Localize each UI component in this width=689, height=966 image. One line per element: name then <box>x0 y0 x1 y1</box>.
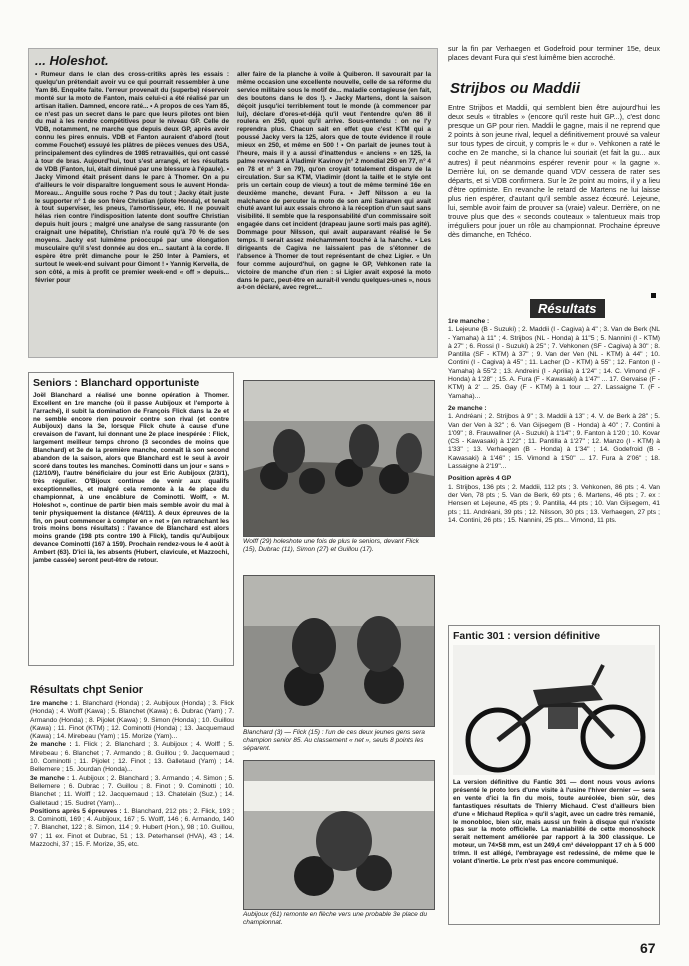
holeshot-col2: aller faire de la planche à voile à Quiberon. Il savourait par la même occasion une excellente nouvelle, celle de sa réforme du service militaire sous le motif de... maladie contagieuse (en fait, des boutons dans le dos !). • Jacky Martens, dont la saison déçoit jusqu'ici terriblement tout le monde (à commencer par lui), déclare d'ores-et-déjà qu'il veut l'entendre qu'en 86 il roulera en 250, quoi qu'il arrive. Sous-entendu : on ne l'y reprendra plus. Chacun sait en effet que c'est KTM qui a poussé Jacky vers la 125, alors que de toute évidence il roule mieux en 250, et même en 500 ! • On parlait de jeunes tout à l'heure, mais il y a aussi d'inattendus « anciens » en 125, la palme revenant à Vladimir Kavinov (n° 2 mondial 250 en 77, n° 4 en 78 et n° 3 en 79), qu'on croyait totalement disparu de la circulation. Sur sa KTM, Vladimir (dont la taille et le style ont pris un certain coup de vieux) a tout de même terminé 16e en deuxième manche, devant Fura. • Jeff Nilsson a eu la malchance de percuter la moto de son ami Sairanen qui avait chuté avant lui aux essais chrono à la réception d'un saut sans visibilité. Il semble que la responsabilité d'un commissaire soit engagée dans cet incident (drapeau jaune sorti mais pas agité). Dommage pour Nilsson, qui avait auparavant réalisé le 5e temps. Il serait assez méchamment touché à la hanche. • Les dirigeants de Cagiva ne laissaient pas de s'étonner de l'absence à Thomer de tout représentant de chez Ligier. « Un four comme aujourd'hui, on gagne le GP, Vehkonen rate la victoire de manche d'un rien : si Ligier avait exposé la moto dans le parc, peut-être en aurait-il vendu quelques-unes », nous a-t-on déclaré, avec regret... <box>237 71 431 292</box>
wolff-photo <box>243 380 435 537</box>
senior-m2: 1. Flick ; 2. Blanchard ; 3. Aubijoux ; 4. Wolff ; 5. Mirebeau ; 6. Blanchet ; 7. Armando ; 8. Guillou ; 9. Jacquemaud ; 10. Cominotti ; 11. Pijolet ; 12. Finot ; 13. Galletaud (Yam) ; 14. Bellemere ; 15. Jourdan (Honda)... <box>30 741 234 774</box>
resultats-pos: 1. Strijbos, 136 pts ; 2. Maddii, 112 pts ; 3. Vehkonen, 86 pts ; 4. Van der Ven, 78 pts ; 5. Van de Berk, 69 pts ; 6. Martens, 46 pts ; 7. ex : Hensen et Lejeune, 45 pts ; 9. Pantilla, 44 pts ; 10. Van Gijsegem, 41 pts ; 11. Andréani, 39 pts ; 12. Nilsson, 30 pts ; 13. Verhaegen, 27 pts ; 14. Contini, 26 pts ; 15. Nannini, 25 pts... Vimond, 11 pts. <box>448 483 660 524</box>
senior-results <box>30 684 234 946</box>
wolff-caption: Wolff (29) holeshote une fois de plus le seniors, devant Flick (15), Dubrac (11), Simon (27) et Guillou (17). <box>243 538 419 553</box>
resultats-m2: 1. Andréani ; 2. Strijbos à 9" ; 3. Maddii à 13" ; 4. V. de Berk à 28" ; 5. Van der Ven à 32" ; 6. Van Gijsegem (B - Honda) à 40" ; 7. Contini à 1'09" ; 8. Frauwallner (A - Suzuki) à 1'14" ; 9. Fanton à 1'20 ; 10. Kovar (CS - Kawasaki) à 1'22" ; 11. Pantilla à 1'27" ; 12. Manzo (I - KTM) à 1'33" ; 13. Verhaegen (B - Honda) à 1'34" ; 14. Godefroid (B - Kawasaki) à 1'46" ; 15. Vimond à 1'50" ... 17. Fura à 2'06" ; 18. Lassaigne à 2'19"... <box>448 413 660 471</box>
strijbos-body: Entre Strijbos et Maddii, qui semblent bien être aujourd'hui les deux seuls « titrables » (encore qu'il reste huit GP...), c'est donc presque un GP pour rien. Maddii le gagne, mais il ne reprend que 2 points à son jeune rival, lequel a définitivement prouvé sa valeur sur tous types de circuit, y compris le « dur ». Vehkonen a raté le coche en 2e manche, si la chance lui souriait (et fait la gu... aux autres) il peut néanmoins espérer revenir pour « la gagne ». Derrière lui, on se demande quand VDV cessera de rater ses départs, et si VDB confirmera. Sur le 2e point au moins, il y a lieu d'être optimiste. En revanche le retard de Martens ne lui laisse plus rien espérer, d'autant qu'il semble assez écœuré. Lejeune, lui, semble avoir faim de prouver sa (vraie) valeur. Derrière, on ne trouve plus que des « seconds couteaux » talentueux mais trop irréguliers pour jouer un rôle au championnat. Prochaine épreuve dès dimanche, en Tchéco. <box>448 103 660 240</box>
senior-m2-title: 2e manche : <box>30 741 72 749</box>
resultats-m1-title: 1re manche : <box>448 318 490 325</box>
top-right-text: sur la fin par Verhaegen et Godefroid pour terminer 15e, deux places devant Fura qui s'est luimême bien accroché. <box>448 44 660 62</box>
seniors-body: Joël Blanchard a réalisé une bonne opération à Thomer. Excellent en 1re manche (où il passe Aubijoux et l'emporte à l'arraché), il subit la domination de François Flick dans la 2e et ne semble encore rien pouvoir contre son rival (et contre Aubijoux) dans la 3e, lorsque Flick chute à cause d'une crevaison de l'avant, lui donnant une 2e place inespérée : Flick, largement meilleur temps chrono (3 secondes de moins que Blanchard) et 3e de la première manche, connaît là son second abandon de la saison, alors que Blanchard est le seul à avoir scoré dans toutes les manches. Cominotti dans un jour « sans » (12/10/9), l'autre bénéficiaire du jour est Eric Aubijoux (2/3/1), très régulier. O'Bijoux continue de venir aux qualifs exceptionnelles, et malgré cela remonte à la 4e place du championnat, à une encâblure de Cominotti. Wolff, « M. Holeshot », continue de partir bien mais semble avoir du mal à tenir physiquement la distance (4/4/11). A deux épreuves de la fin, on peut commencer à compter en « net » (en retranchant les trois moins bons résultats) : l'avance de Blanchard est alors moins grande (198 pts contre 190 à Flick), tandis qu'Aubijoux devance Cominotti (167 à 159). Prochain rendez-vous le 4 août à Ambert (63). D'ici là, les absents (Hubert, clavicule, et Mazzochi, jambe cassée) seront peut-être de retour. <box>33 392 229 564</box>
senior-m3: 1. Aubijoux ; 2. Blanchard ; 3. Armando ; 4. Simon ; 5. Bellemere ; 6. Dubrac ; 7. Guillou ; 8. Finot ; 9. Cominotti ; 10. Blanchet ; 11. Wolff ; 12. Jacquemaud ; 13. Chatelain (Suz.) ; 14. Galletaud ; 15. Sudret (Yam)... <box>30 774 234 807</box>
resultats-m2-title: 2e manche : <box>448 404 487 412</box>
end-square-icon <box>651 293 656 298</box>
senior-m1-title: 1re manche : <box>30 700 73 707</box>
trial-bike-icon <box>453 645 655 775</box>
aubijoux-photo <box>243 760 435 910</box>
seniors-title: Seniors : Blanchard opportuniste <box>33 377 200 389</box>
blanchard-photo <box>243 575 435 727</box>
senior-pos-title: Positions après 5 épreuves : <box>30 807 122 815</box>
holeshot-title: ... Holeshot. <box>35 53 109 68</box>
motocross-photo-icon-2 <box>244 576 434 726</box>
resultats-pos-title: Position après 4 GP <box>448 475 512 483</box>
fantic-caption: La version définitive du Fantic 301 — dont nous vous avions présenté le proto lors d'une visite à l'usine l'hiver dernier — sera en vente d'ici la fin du mois, toute auréolée, bien sûr, des fantastiques résultats de Thierry Michaud. C'est d'ailleurs bien d'une « Michaud Replica » qu'il s'agit, avec un cadre très remanié, le monobloc, bien sûr, mais aussi un frein à disque qui n'existe pas sur la moto officielle. La maniabilité de cette monoshock serait nettement améliorée par rapport à la 300 classique. Le moteur, un 74×58 mm, est un 249,4 cm³ développant 17 ch à 5 000 tr/mn. Il est allégé, l'embrayage est redessiné, de même que le volant d'inertie. Le prix n'est pas encore communiqué. <box>453 779 655 866</box>
senior-m1: 1. Blanchard (Honda) ; 2. Aubijoux (Honda) ; 3. Flick (Honda) ; 4. Wolff (Kawa) ; 5. Blanchet (Kawa) ; 6. Dubrac (Yam) ; 7. Armando (Honda) ; 8. Pijolet (Kawa) ; 9. Simon (Honda) ; 10. Guillou (Kawa) ; 11. Finot (KTM) ; 12. Cominotti (Honda) ; 13. Jacquemaud (Kawa) ; 14. Mirebeau (Yam) ; 15. Morize (Yam)... <box>30 700 234 741</box>
senior-pos: 1. Blanchard, 212 pts ; 2. Flick, 193 ; 3. Cominotti, 169 ; 4. Aubijoux, 167 ; 5. Wolff, 146 ; 6. Armando, 140 ; 7. Blanchet, 122 ; 8. Simon, 114 ; 9. Hubert (Hon.), 98 ; 10. Guillou, 97 ; 11 ex. Finot et Dubrac, 51 ; 13. Peterhansel (HVA), 43 ; 14. Mazzochi, 37 ; 15. F. Morize, 35, etc. <box>30 807 234 849</box>
senior-m3-title: 3e manche : <box>30 774 70 782</box>
strijbos-title: Strijbos ou Maddii <box>450 80 580 97</box>
holeshot-col1: • Rumeur dans le clan des cross-critiks après les essais : quelqu'un prétendait avoir vu ce qui pourrait ressembler à une Yam 86. Enquête faite. l'erreur provenait du (superbe) réservoir monté sur la moto de Fanton, mais celui-ci a été réalisé par un artisan italien. Damned, encore raté... • A propos de ces Yam 85, ce n'est pas un secret dans le parc que leurs pilotes ont bien du mal à les rendre compétitives pour le niveau GP. Celle de VDB, notamment, ne marche que depuis deux GP, après avoir connu les pires ennuis. VDB et Fanton auraient d'abord (tout comme Fouchet) essuyé les plâtres de pièces venues des USA, principalement des cylindres de 1985 retravaillés, qui ont cassé à tour de bras. Aujourd'hui, tout s'est arrangé, et les résultats de VDB (Fanton, lui, était diminué par une blessure à l'épaule). • Jacky Vimond était présent dans le parc à Thomer. On a pu d'ailleurs le voir disparaître longuement sous le auvent Honda-Moreau... Anguille sous roche ? Pas du tout ; Jacky était juste le supporter n° 1 de son frère Christian (pilote Honda), et tenait à tout superviser, les pneus, l'amortisseur, etc. Il ne pouvait hélas rien contre l'indisposition latente dont souffre Christian depuis huit jours ; malgré une analyse de sang rassurante (on craignait une hépatite), Christian n'a roulé qu'à 70 % de ses moyens. Jacky est luimême préoccupé par une élongation musculaire qu'il s'est donnée au dos en... sautant à la corde. Il espère être prêt dimanche pour le 250 Inter à Pamiers, et surtout le week-end suivant pour Gimont ! • Yannig Kervella, de son côté, a mis à profit ce premier week-end « off » depuis... février pour <box>35 71 229 284</box>
resultats-block <box>448 318 660 618</box>
page-number: 67 <box>640 940 656 956</box>
resultats-heading: Résultats <box>530 299 605 318</box>
aubijoux-caption: Aubijoux (61) remonte en flèche vers une probable 3e place du championnat. <box>243 911 428 926</box>
senior-results-title: Résultats chpt Senior <box>30 684 144 696</box>
motocross-photo-icon-3 <box>244 761 434 909</box>
seniors-box <box>28 372 234 666</box>
motocross-photo-icon <box>244 381 434 536</box>
fantic-photo <box>453 645 655 775</box>
holeshot-box <box>28 48 438 358</box>
resultats-m1: 1. Lejeune (B - Suzuki) ; 2. Maddii (I - Cagiva) à 4" ; 3. Van de Berk (NL - Yamaha) à 11" ; 4. Strijbos (NL - Honda) à 11"5 ; 5. Nannini (I - KTM) à 27" ; 6. Rossi (I - Suzuki) à 25" ; 7. Vehkonen (SF - Cagiva) à 30" ; 8. Pantilla (SF - KTM) à 37" ; 9. Van der Ven (NL - KTM) à 44" ; 10. Contini (I - Cagiva) à 45" ; 11. Lacher (D - KTM) à 55" ; 12. Fanton (I - Yamaha) à 55"2 ; 13. Andreini (I - Aprilia) à 1'24" ; 14. C. Vimond (F - Honda) à 1'28" ; 15. A. Fura (F - Kawasaki) à 1'47" ... 17. Gervaise (F - KTM) à 2' ... 25. Gay (F - KTM) à 1 tour ... 27. Lassaigne T. (F - Yamaha)... <box>448 326 660 400</box>
fantic-title: Fantic 301 : version définitive <box>453 630 601 642</box>
blanchard-caption: Blanchard (3) — Flick (15) : l'un de ces deux jeunes gens sera champion senior 85. Au classement « net », seuls 8 points les séparent. <box>243 729 425 752</box>
fantic-box <box>448 625 660 925</box>
